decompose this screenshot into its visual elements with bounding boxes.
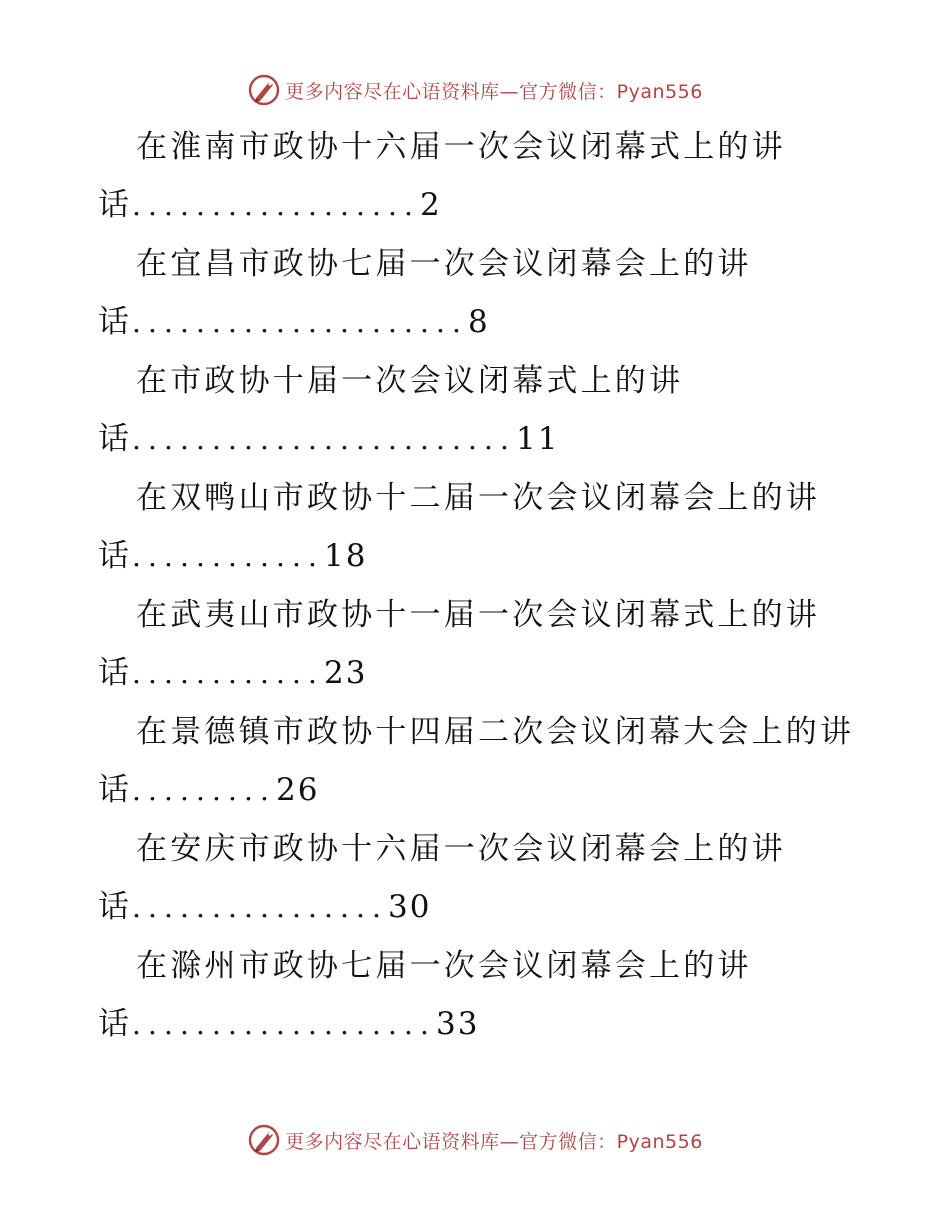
toc-page-number: 11 bbox=[516, 421, 560, 457]
toc-page-number: 26 bbox=[276, 772, 320, 808]
toc-leader-dots: ........................ bbox=[132, 423, 517, 456]
toc-entry-title-tail: 话 bbox=[98, 889, 132, 925]
toc-entry-continuation bbox=[0, 995, 950, 1054]
footer-watermark bbox=[0, 1120, 950, 1160]
toc-leader-dots: .................. bbox=[132, 189, 421, 222]
footer-watermark-text: 更多内容尽在心语资料库—官方微信：Pyan556 bbox=[285, 1130, 703, 1153]
toc-leader-dots: ................... bbox=[132, 1008, 437, 1041]
toc-entry[interactable] bbox=[0, 469, 950, 586]
toc-page-number: 23 bbox=[324, 655, 368, 691]
toc-entry-title: 在武夷山市政协十一届一次会议闭幕式上的讲 bbox=[136, 597, 820, 633]
toc-page-number: 18 bbox=[324, 538, 368, 574]
header-watermark bbox=[0, 70, 950, 110]
toc-page-number: 2 bbox=[420, 187, 442, 223]
toc-leader-dots: ......... bbox=[132, 774, 277, 807]
toc-entry-title: 在滁州市政协七届一次会议闭幕会上的讲 bbox=[136, 948, 752, 984]
toc-leader-dots: ............ bbox=[132, 657, 325, 690]
toc-entry-title-tail: 话 bbox=[98, 187, 132, 223]
toc-entry-continuation bbox=[0, 761, 950, 820]
toc-entry-continuation bbox=[0, 644, 950, 703]
toc-entry-title: 在景德镇市政协十四届二次会议闭幕大会上的讲 bbox=[136, 714, 855, 750]
toc-leader-dots: ................ bbox=[132, 891, 389, 924]
toc-page-number: 8 bbox=[468, 304, 490, 340]
toc-entry-continuation bbox=[0, 878, 950, 937]
toc-page-number: 30 bbox=[388, 889, 432, 925]
toc-entry[interactable] bbox=[0, 235, 950, 352]
toc-entry-title: 在市政协十届一次会议闭幕式上的讲 bbox=[136, 363, 684, 399]
pen-logo-icon bbox=[247, 73, 281, 107]
toc-entry-title-tail: 话 bbox=[98, 304, 132, 340]
toc-entry-title-tail: 话 bbox=[98, 655, 132, 691]
toc-entry-title: 在宜昌市政协七届一次会议闭幕会上的讲 bbox=[136, 246, 752, 282]
toc-entry[interactable] bbox=[0, 352, 950, 469]
toc-entry[interactable] bbox=[0, 820, 950, 937]
toc-entry-title-tail: 话 bbox=[98, 772, 132, 808]
toc-entry-title: 在淮南市政协十六届一次会议闭幕式上的讲 bbox=[136, 129, 786, 165]
toc-entry-continuation bbox=[0, 527, 950, 586]
toc-entry-continuation bbox=[0, 176, 950, 235]
toc-entry-continuation bbox=[0, 410, 950, 469]
toc-entry-title: 在安庆市政协十六届一次会议闭幕会上的讲 bbox=[136, 831, 786, 867]
toc-entry[interactable] bbox=[0, 118, 950, 235]
toc-entry-title-tail: 话 bbox=[98, 421, 132, 457]
toc-page-number: 33 bbox=[436, 1006, 480, 1042]
toc-leader-dots: ..................... bbox=[132, 306, 469, 339]
toc-entry-title-tail: 话 bbox=[98, 538, 132, 574]
toc-entry[interactable] bbox=[0, 703, 950, 820]
table-of-contents bbox=[0, 118, 950, 1054]
header-watermark-text: 更多内容尽在心语资料库—官方微信：Pyan556 bbox=[285, 80, 703, 103]
toc-entry[interactable] bbox=[0, 937, 950, 1054]
toc-entry[interactable] bbox=[0, 586, 950, 703]
toc-entry-title: 在双鸭山市政协十二届一次会议闭幕会上的讲 bbox=[136, 480, 820, 516]
pen-logo-icon bbox=[247, 1123, 281, 1157]
toc-leader-dots: ............ bbox=[132, 540, 325, 573]
toc-entry-title-tail: 话 bbox=[98, 1006, 132, 1042]
toc-entry-continuation bbox=[0, 293, 950, 352]
